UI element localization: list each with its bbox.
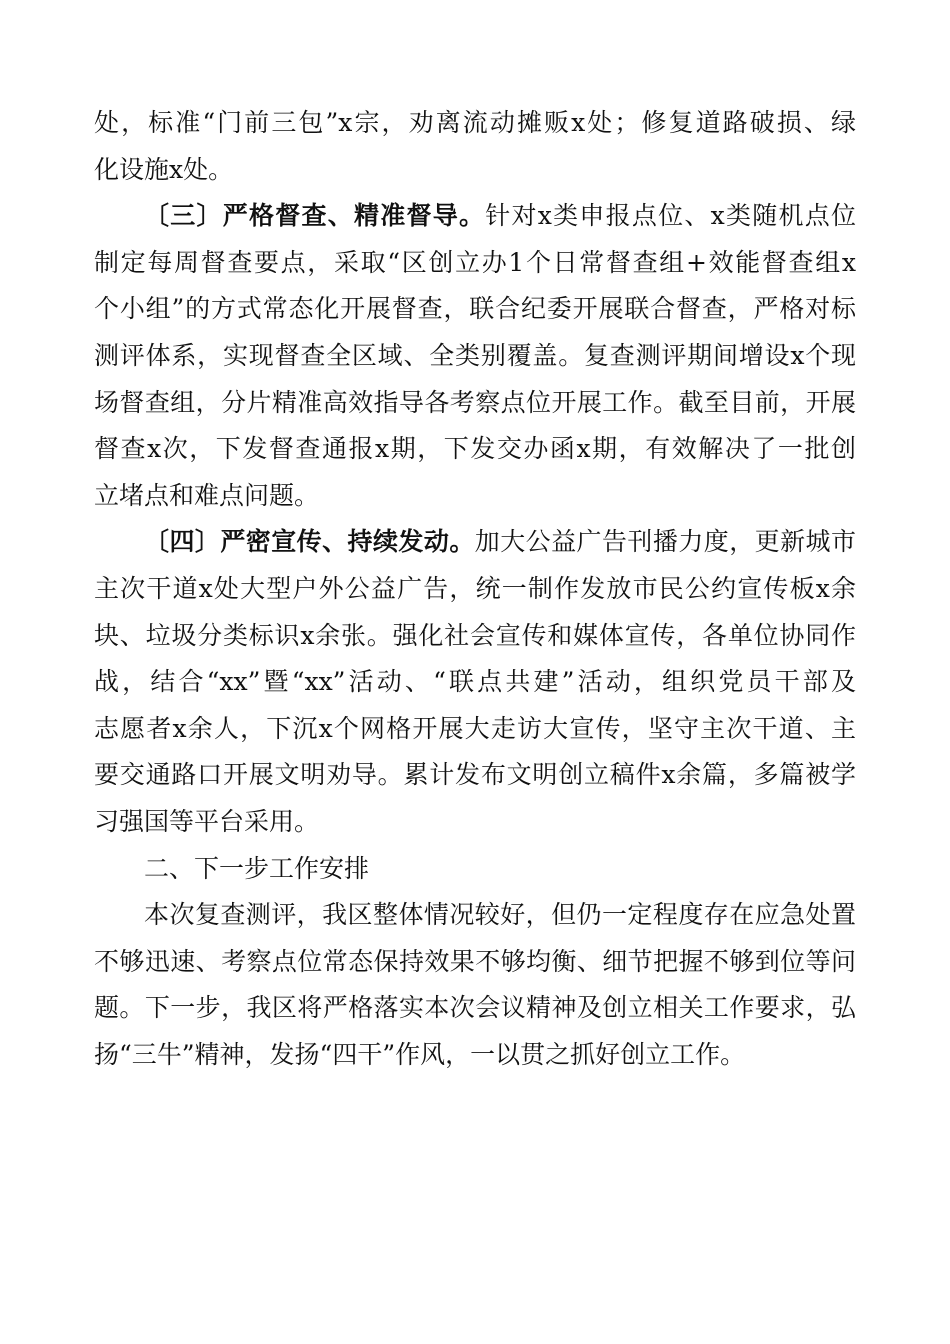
paragraph-1 [94, 100, 856, 193]
section-2 [94, 846, 856, 893]
document-page [94, 100, 856, 1078]
text-line: 测评体系，实现督查全区域、全类别覆盖。复查测评期间增设x个现 [94, 340, 856, 370]
paragraph-heading: 〔四〕严密宣传、持续发动。 [144, 527, 475, 557]
text-line [94, 193, 856, 240]
text-line: 场督查组，分片精准高效指导各考察点位开展工作。截至目前，开展 [94, 387, 856, 417]
text-run: 针对x类申报点位、x类随机点位 [485, 201, 856, 231]
text-line: 扬“三牛”精神，发扬“四干”作风，一以贯之抓好创立工作。 [94, 1039, 746, 1069]
text-line: 不够迅速、考察点位常态保持效果不够均衡、细节把握不够到位等问 [94, 946, 856, 976]
text-line: 制定每周督查要点，采取“区创立办1个日常督查组+效能督查组x [94, 247, 856, 277]
text-line [94, 519, 856, 566]
text-line: 处，标准“门前三包”x宗，劝离流动摊贩x处；修复道路破损、绿 [94, 108, 856, 137]
text-line: 督查x次，下发督查通报x期，下发交办函x期，有效解决了一批创 [94, 434, 856, 464]
text-line: 习强国等平台采用。 [94, 806, 320, 836]
text-line: 题。下一步，我区将严格落实本次会议精神及创立相关工作要求，弘 [94, 993, 856, 1023]
paragraph-3 [94, 519, 856, 845]
text-line: 块、垃圾分类标识x余张。强化社会宣传和媒体宣传，各单位协同作 [94, 620, 856, 650]
text-run: 加大公益广告刊播力度，更新城市 [474, 527, 856, 557]
text-line: 立堵点和难点问题。 [94, 480, 320, 510]
paragraph-heading: 〔三〕严格督查、精准督导。 [144, 201, 486, 231]
section-title: 二、下一步工作安排 [144, 853, 370, 883]
paragraph-2 [94, 193, 856, 519]
text-line: 本次复查测评，我区整体情况较好，但仍一定程度存在应急处置 [144, 900, 856, 930]
text-line: 个小组”的方式常态化开展督查，联合纪委开展联合督查，严格对标 [94, 294, 856, 324]
text-line: 志愿者x余人，下沉x个网格开展大走访大宣传，坚守主次干道、主 [94, 713, 856, 743]
text-line: 主次干道x处大型户外公益广告，统一制作发放市民公约宣传板x余 [94, 573, 856, 603]
text-line: 要交通路口开展文明劝导。累计发布文明创立稿件x余篇，多篇被学 [94, 760, 856, 790]
paragraph-4 [94, 892, 856, 1078]
text-line: 化设施x处。 [94, 154, 234, 184]
text-line: 战，结合“xx”暨“xx”活动、“联点共建”活动，组织党员干部及 [94, 667, 856, 697]
